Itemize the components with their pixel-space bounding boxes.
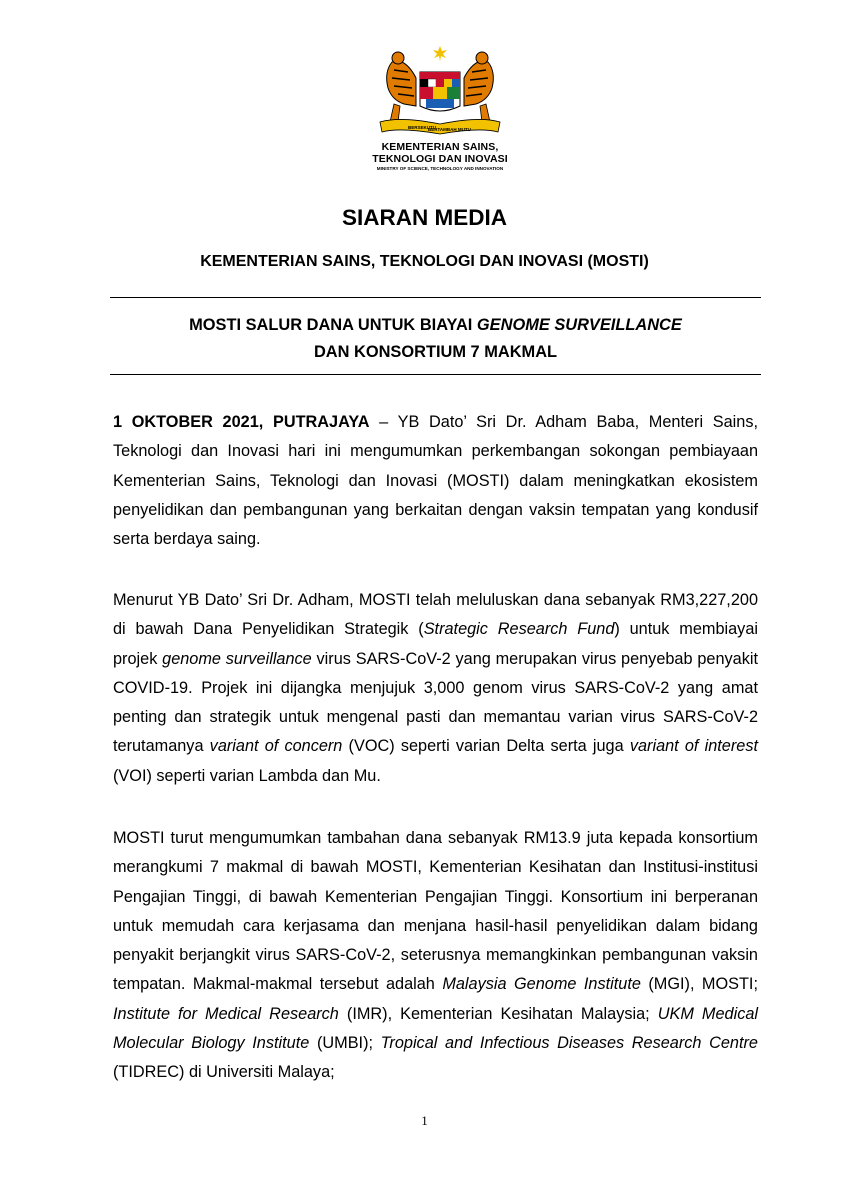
crest-motto-left: BERSEKUTU [408,125,437,130]
ministry-name-line2: TEKNOLOGI DAN INOVASI [372,153,508,165]
p3-italic-4: Tropical and Infectious Diseases Research Centre [380,1034,758,1053]
headline-line2: DAN KONSORTIUM 7 MAKMAL [313,343,558,361]
p2-text-2: ) untuk membiayai projek [113,620,758,668]
p2-text-1: Menurut YB Dato’ Sri Dr. Adham, MOSTI telah meluluskan dana sebanyak RM3,227,200 di bawah Dana Penyelidikan Strategik ( [113,591,758,639]
p3-text-5: (TIDREC) di Universiti Malaya; [113,1063,335,1082]
p2-italic-4: variant of interest [629,737,758,756]
divider-top [110,297,761,298]
p2-italic-3: variant of concern [209,737,343,756]
p3-italic-3: UKM Medical Molecular Biology Institute [113,1004,759,1053]
headline-italic: GENOME SURVEILLANCE [476,316,682,334]
paragraph-1-text: – YB Dato’ Sri Dr. Adham Baba, Menteri Sains, Teknologi dan Inovasi hari ini mengumumkan perkembangan sokongan pembiayaan Kementerian Sains, Teknologi dan Inovasi (MOSTI) dalam meningkatkan ekosistem penyelidikan dan pembangunan yang berkaitan dengan vaksin tempatan yang kondusif serta berdaya saing. [113,413,758,549]
dateline: 1 OKTOBER 2021, PUTRAJAYA [113,413,370,431]
ministry-name-block [340,141,540,173]
p2-text-3: virus SARS-CoV-2 yang merupakan virus penyebab penyakit COVID-19. Projek ini dijangka menjujuk 3,000 genom virus SARS-CoV-2 yang amat penting dan strategik untuk mengenal pasti dan memantau varian virus SARS-CoV-2 terutamanya [113,649,758,756]
ministry-name-english: MINISTRY OF SCIENCE, TECHNOLOGY AND INNOVATION [376,166,504,171]
p2-text-4: (VOC) seperti varian Delta serta juga [342,737,630,756]
p3-text-2: (MGI), MOSTI; [640,975,758,994]
paragraph-1 [113,408,758,554]
p3-text-4: (UMBI); [309,1034,381,1053]
press-headline [110,312,761,366]
document-title: SIARAN MEDIA [341,205,507,230]
p2-text-5: (VOI) seperti varian Lambda dan Mu. [113,766,381,785]
p3-text-1: MOSTI turut mengumumkan tambahan dana sebanyak RM13.9 juta kepada konsortium merangkumi 7 makmal di bawah MOSTI, Kementerian Kesihatan dan Institusi-institusi Pengajian Tinggi, di bawah Kementerian Pengajian Tinggi. Konsortium ini berperanan untuk memudah cara kerjasama dan menjana hasil-hasil penyelidikan dalam bidang penyakit berjangkit virus SARS-CoV-2, seterusnya memangkinkan pembangunan vaksin tempatan. Makmal-makmal tersebut adalah [113,829,758,994]
paragraph-2 [113,586,758,791]
page-number: 1 [421,1113,428,1128]
p3-italic-2: Institute for Medical Research [113,1004,339,1023]
ministry-name-line1: KEMENTERIAN SAINS, [381,141,499,153]
p3-text-3: (IMR), Kementerian Kesihatan Malaysia; [338,1004,658,1023]
p2-italic-1: Strategic Research Fund [423,620,615,639]
document-subtitle: KEMENTERIAN SAINS, TEKNOLOGI DAN INOVASI (MOSTI) [200,253,649,270]
p2-italic-2: genome surveillance [162,649,312,668]
coat-of-arms-logo [370,42,510,138]
divider-bottom [110,374,761,375]
headline-part1: MOSTI SALUR DANA UNTUK BIAYAI [189,316,477,334]
crest-motto-mid: BERTAMBAH MUTU [428,127,471,132]
paragraph-3 [113,824,758,1088]
p3-italic-1: Malaysia Genome Institute [442,975,641,994]
